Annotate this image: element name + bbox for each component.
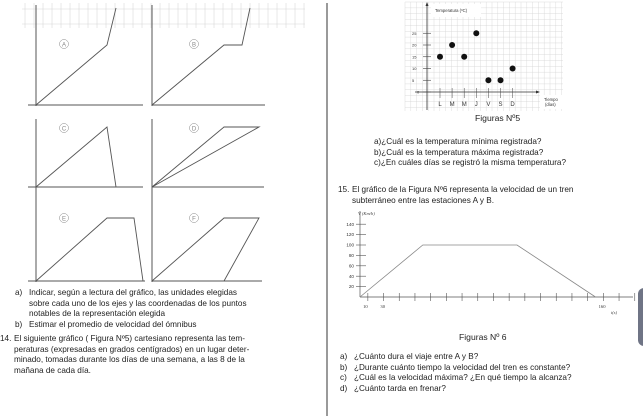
q15-b-text: ¿Durante cuánto tiempo la velocidad del tren es constante? (354, 362, 571, 372)
fig5-xtick-label: L (438, 102, 442, 108)
fig6-ytick-label: 140 (346, 221, 354, 227)
fig5-ytick-label: 0 (417, 89, 420, 95)
fig5-ytick-label: 15 (412, 54, 417, 60)
q15-d-text: ¿Cuánto tarda en frenar? (354, 383, 446, 393)
fig6-ytick-label: 120 (346, 232, 354, 238)
figure-5-chart (403, 0, 568, 112)
graph-a (25, 5, 145, 105)
fig6-ytick-label: 20 (348, 284, 354, 290)
fig5-xtick-label: S (498, 102, 503, 108)
problem-15-statement (338, 185, 573, 206)
question-b-line-1: Estimar el promedio de velocidad del ómnibus (29, 319, 197, 329)
fig6-xtick-label: 160 (598, 304, 606, 309)
fig5-ytick-label: 20 (412, 42, 417, 48)
fig5-xtick-label: D (510, 102, 515, 108)
fig5-ytick-label: 25 (412, 30, 417, 36)
fig6-ytick-label: 40 (348, 273, 354, 279)
fig6-ytick-label: 100 (346, 242, 354, 248)
fig6-xtick-label: 30 (380, 304, 386, 309)
q14-c: c)¿En cuáles días se registró la misma temperatura? (374, 158, 567, 168)
graph-d-label: D (191, 126, 197, 133)
problem-15-line-1: El gráfico de la Figura Nº6 representa la velocidad de un tren (352, 185, 574, 194)
fig5-xtick-label: M (461, 102, 467, 108)
fig5-xtick-label: V (486, 102, 491, 108)
problem-15-number: 15. (338, 185, 350, 194)
graph-c-line (36, 127, 116, 187)
q15-a-marker: a) (340, 352, 348, 361)
figure-6-chart (346, 207, 640, 322)
question-a-line-1: Indicar, según a lectura del gráfico, las unidades elegidas (29, 288, 238, 297)
question-a-line-3: notables de la representación elegida (29, 309, 166, 319)
graph-a-label: A (61, 42, 67, 49)
fig5-data-point (437, 54, 443, 60)
q14-b: b)¿Cuál es la temperatura máxima registrada? (374, 147, 544, 157)
fig5-title: Temperatura (ºC) (435, 8, 468, 13)
problem-14-statement (0, 334, 249, 376)
figure-6-caption: Figuras Nº 6 (459, 332, 507, 342)
graph-e-label: E (61, 216, 67, 223)
fig5-xtick-label: J (474, 102, 478, 108)
side-panel-tab[interactable] (638, 288, 643, 346)
fig5-ytick-label: 10 (412, 66, 417, 71)
q15-a-text: ¿Cuánto dura el viaje entre A y B? (354, 352, 479, 361)
graph-f-line (152, 218, 259, 281)
question-b-marker: b) (15, 319, 23, 329)
question-a-marker: a) (15, 288, 23, 297)
page-divider (326, 3, 328, 416)
fig5-data-point (461, 54, 467, 60)
problem-14-questions (374, 137, 566, 169)
question-a-line-2: sobre cada uno de los ejes y las coordenadas de los puntos (29, 298, 247, 308)
fig5-xtick-label: M (449, 102, 455, 108)
graph-d-line (152, 127, 259, 187)
problem-14-line-3: minado, tomadas durante los días de una semana, a las 8 de la (14, 355, 245, 365)
q15-d-marker: d) (340, 383, 348, 393)
graph-e (25, 203, 145, 283)
fig5-xlabel-2: (días) (545, 102, 556, 107)
fig6-ylabel: V (Km/h) (358, 211, 375, 216)
fig6-ytick-label: 80 (348, 253, 354, 258)
fig6-xlabel: t(s) (611, 310, 618, 315)
problem-15-line-2: subterráneo entre las estaciones A y B. (352, 195, 495, 205)
graph-f (142, 203, 262, 283)
fig5-data-point (510, 66, 516, 72)
graph-a-line (36, 8, 116, 105)
fig5-xlabel-1: Tiempo (544, 97, 558, 102)
graph-b-line (152, 8, 250, 105)
graph-e-line (36, 218, 143, 281)
q15-c-marker: c) (340, 373, 347, 383)
fig5-data-point (485, 77, 491, 83)
graph-b-label: B (191, 42, 197, 49)
problem-14-line-4: mañana de cada día. (14, 365, 91, 375)
fig5-data-point (449, 42, 455, 48)
graph-f-label: F (192, 216, 196, 223)
fig6-velocity-line (360, 245, 596, 297)
fig5-ytick-label: 5 (412, 77, 415, 83)
q14-a: a)¿Cuál es la temperatura mínima registrada? (374, 137, 542, 146)
figure-5-caption: Figuras Nº5 (475, 113, 521, 123)
graph-c (25, 115, 145, 210)
graph-c-label: C (61, 126, 67, 133)
problem-14-number: 14. (0, 334, 12, 343)
q15-c-text: ¿Cuál es la velocidad máxima? ¿En qué tiempo la alcanza? (354, 373, 572, 383)
fig5-data-point (473, 30, 479, 36)
graph-b (142, 5, 262, 105)
fig6-ytick-label: 60 (348, 263, 354, 269)
problem-14-line-1: El siguiente gráfico ( Figura Nº5) cartesiano representa las tem- (14, 334, 245, 343)
fig5-data-point (498, 77, 504, 83)
q15-b-marker: b) (340, 362, 348, 372)
graph-d (142, 115, 262, 210)
problem-15-questions (340, 352, 572, 394)
question-a-graphs (15, 288, 247, 330)
fig6-xtick-label: 10 (363, 304, 368, 309)
problem-14-line-2: peraturas (expresadas en grados centígrados) en un lugar deter- (14, 344, 250, 354)
